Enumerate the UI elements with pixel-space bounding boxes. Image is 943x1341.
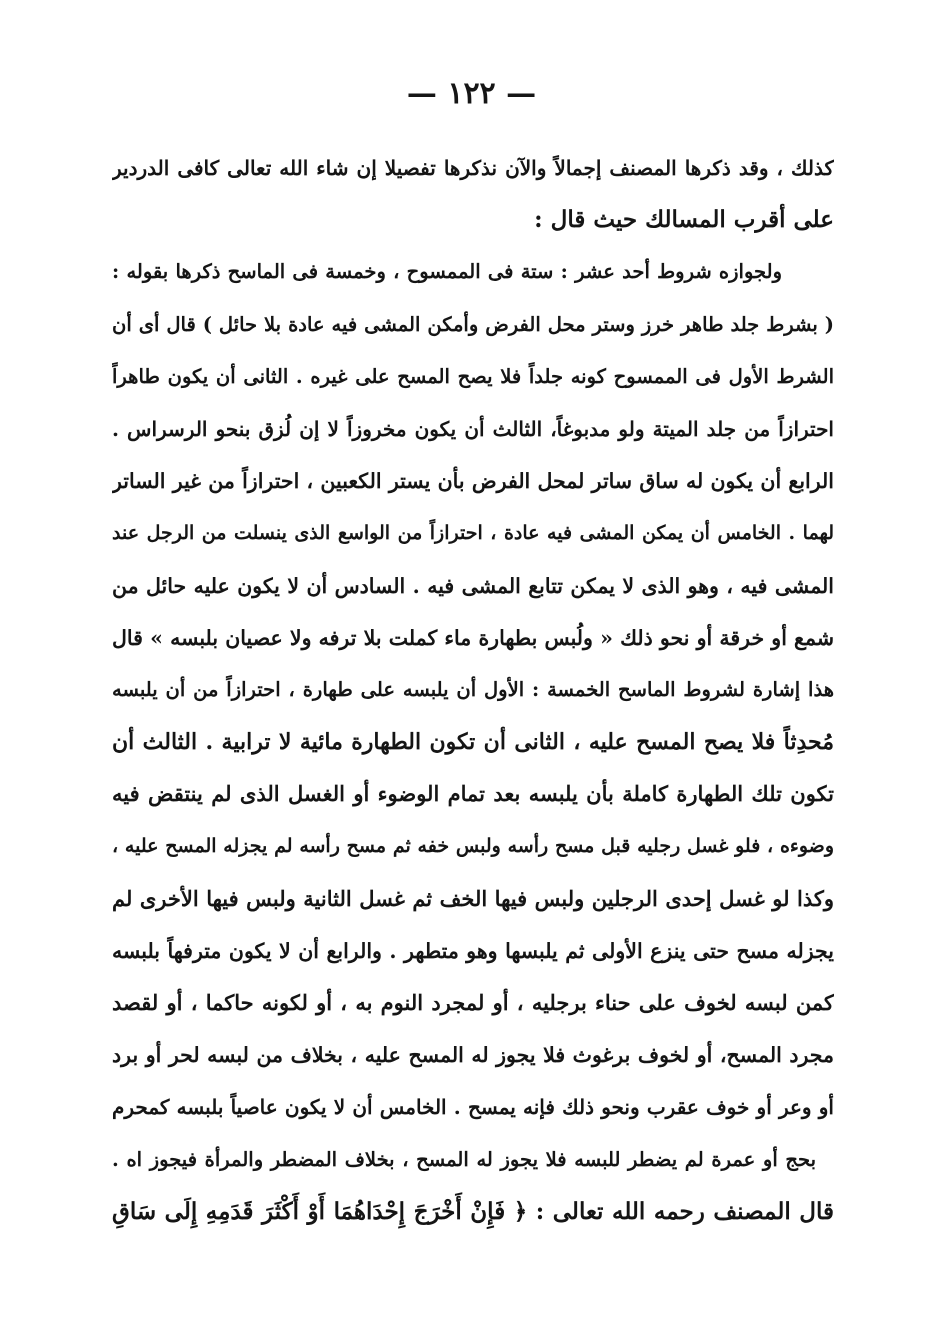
text-line: الشرط الأول فى الممسوح كونه جلداً فلا يصح المسح على غيره . الثانى أن يكون طاهراً [112,364,834,388]
text-line: وضوءه ، فلو غسل رجليه قبل مسح رأسه ولبس خفه ثم مسح رأسه لم يجزله المسح عليه ، [112,835,834,858]
text-line: كذلك ، وقد ذكرها المصنف إجمالاً والآن نذكرها تفصيلا إن شاء الله تعالى كافى الدردير [112,156,834,180]
text-line: يجزله مسح حتى ينزع الأولى ثم يلبسها وهو متطهر . والرابع أن لا يكون مترفهاً بلبسه [112,938,834,963]
text-line: كمن لبسه لخوف على حناء برجليه ، أو لمجرد النوم به ، أو لكونه حاكما ، أو لقصد [112,990,834,1015]
body-text [112,142,834,1238]
text-line: لهما . الخامس أن يمكن المشى فيه عادة ، احترازاً من الواسع الذى ينسلت من الرجل عند [112,522,834,545]
quran-verse-line: قال المصنف رحمه الله تعالى : ﴿ فَإِنْ أَخْرَجَ إِحْدَاهُمَا أَوْ أَكْثَرَ قَدَمِهِ إِلَى سَاقِ [112,1197,834,1225]
text-line: مجرد المسح، أو لخوف برغوث فلا يجوز له المسح عليه ، بخلاف من لبسه لحر أو برد [112,1043,834,1068]
text-line: ولجوازه شروط أحد عشر : ستة فى الممسوح ، وخمسة فى الماسح ذكرها بقوله : [112,260,782,284]
text-line: المشى فيه ، وهو الذى لا يمكن تتابع المشى فيه . السادس أن لا يكون عليه حائل من [112,573,834,598]
text-line: بحج أو عمرة لم يضطر للبسه فلا يجوز له المسح ، بخلاف المضطر والمرأة فيجوز اه . [112,1147,816,1171]
text-line: ( بشرط جلد طاهر خرز وستر محل الفرض وأمكن المشى فيه عادة بلا حائل ) قال أى أن [112,312,834,336]
page-number: — ١٢٢ — [406,76,537,111]
text-line: على أقرب المسالك حيث قال : [534,206,834,234]
text-line: شمع أو خرقة أو نحو ذلك « ولُبس بطهارة ماء كملت بلا ترفه ولا عصيان بلبسه » قال [112,625,834,650]
text-line: مُحدِثاً فلا يصح المسح عليه ، الثانى أن تكون الطهارة مائية لا ترابية . الثالث أن [112,729,834,756]
text-line: الرابع أن يكون له ساق ساتر لمحل الفرض بأن يستر الكعبين ، احترازاً من غير الساتر [112,469,834,494]
text-line: تكون تلك الطهارة كاملة بأن يلبسه بعد تمام الوضوء أو الغسل الذى لم ينتقض فيه [112,781,834,807]
text-line: هذا إشارة لشروط الماسح الخمسة : الأول أن يلبسه على طهارة ، احترازاً من أن يلبسه [112,677,834,701]
text-line: احترازاً من جلد الميتة ولو مدبوغاً، الثالث أن يكون مخروزاً لا إن لُزق بنحو الرسراس . [112,416,834,441]
text-line: أو وعر أو خوف عقرب ونحو ذلك فإنه يمسح . الخامس أن لا يكون عاصياً بلبسه كمحرم [112,1095,834,1120]
text-line: وكذا لو غسل إحدى الرجلين ولبس فيها الخف ثم غسل الثانية ولبس فيها الأخرى لم [112,885,834,911]
